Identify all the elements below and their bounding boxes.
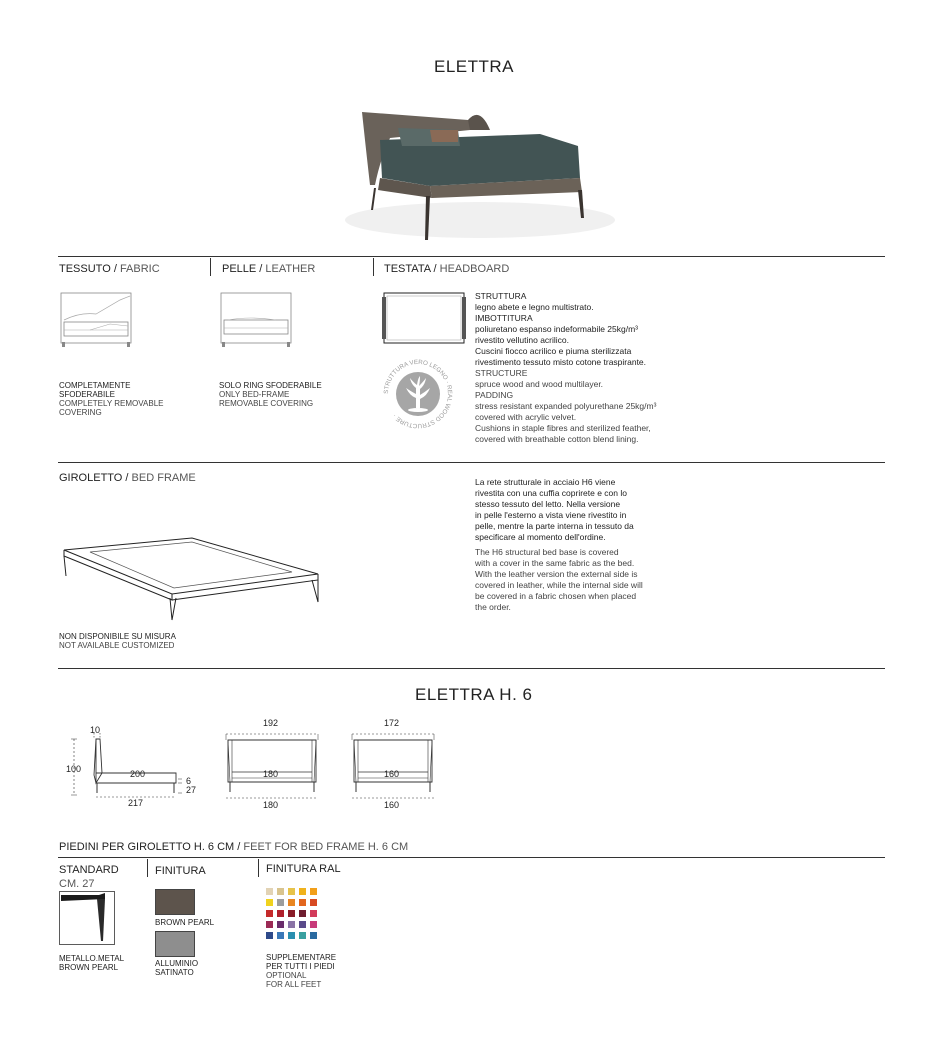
ral-swatch[interactable] <box>266 932 273 939</box>
spec-line: covered with acrylic velvet. <box>475 412 577 422</box>
headboard-specs <box>475 291 705 445</box>
ral-swatch[interactable] <box>277 932 284 939</box>
ral-swatch[interactable] <box>266 888 273 895</box>
spec-line: stress resistant expanded polyurethane 25kg/m³ <box>475 401 657 411</box>
headboard-drawing <box>382 291 466 347</box>
ral-swatch[interactable] <box>266 910 273 917</box>
bedframe-header: GIROLETTO / BED FRAME <box>59 472 196 484</box>
finish-divider <box>258 859 259 877</box>
ral-swatch[interactable] <box>288 888 295 895</box>
front-view-180-drawing <box>222 728 322 808</box>
ral-swatch[interactable] <box>299 910 306 917</box>
ral-swatch[interactable] <box>266 921 273 928</box>
headboard-header: TESTATA / HEADBOARD <box>384 263 510 275</box>
dim-length: 200 <box>130 769 146 779</box>
spec-line: spruce wood and wood multilayer. <box>475 379 604 389</box>
ral-color-grid <box>266 888 326 948</box>
front2-inner: 160 <box>384 769 400 779</box>
dim-h6: 6 <box>186 776 192 786</box>
ral-swatch[interactable] <box>288 899 295 906</box>
dim-h27: 27 <box>186 785 197 795</box>
spec-line: Cuscini fiocco acrilico e piuma sterilizzata <box>475 346 632 356</box>
ral-swatch[interactable] <box>277 899 284 906</box>
dim-total: 217 <box>128 798 144 808</box>
finish-label: FINITURA <box>155 865 206 877</box>
fabric-note: COMPLETAMENTE SFODERABILE COMPLETELY REMOVABLE COVERING <box>59 381 164 417</box>
ral-swatch[interactable] <box>288 910 295 917</box>
bedframe-drawing <box>60 536 322 620</box>
leather-divider <box>373 258 374 276</box>
leather-header: PELLE / LEATHER <box>222 263 316 275</box>
ral-swatch[interactable] <box>299 888 306 895</box>
aluminium-swatch[interactable] <box>155 931 195 957</box>
ral-swatch[interactable] <box>310 910 317 917</box>
real-wood-seal-icon <box>382 358 454 430</box>
spec-line: rivestimento tessuto misto cotone traspirante. <box>475 357 647 367</box>
row3-top-rule <box>58 668 885 669</box>
front-view-160-drawing <box>348 728 438 808</box>
feet-header: PIEDINI PER GIROLETTO H. 6 CM / FEET FOR BED FRAME H. 6 CM <box>59 841 409 853</box>
ral-swatch[interactable] <box>277 910 284 917</box>
standard-label: STANDARD <box>59 864 119 876</box>
standard-divider <box>147 859 148 877</box>
leather-bed-drawing <box>220 292 292 348</box>
ral-swatch[interactable] <box>310 899 317 906</box>
row2-top-rule <box>58 462 885 463</box>
brown-pearl-label: BROWN PEARL <box>155 918 215 927</box>
spec-line: STRUTTURA <box>475 291 527 301</box>
ral-swatch[interactable] <box>266 899 273 906</box>
ral-swatch[interactable] <box>310 932 317 939</box>
standard-size: CM. 27 <box>59 878 95 890</box>
dim-head: 10 <box>90 725 101 735</box>
fabric-bed-drawing <box>60 292 132 348</box>
bedframe-text: La rete strutturale in acciaio H6 viene rivestita con una cuffia coprirete e con lo stesso tessuto del letto. Nella versione in pelle l'esterno a vista viene rivestito in pelle, mentre la parte interna in tessuto da specificare al momento dell'ordine. The H6 structural bed base is covered with a cover in the same fabric as the bed. With the leather version the external side is covered in leather, while the internal side will be covered in a fabric chosen when placed the order. <box>475 477 643 612</box>
ral-swatch[interactable] <box>277 921 284 928</box>
ral-swatch[interactable] <box>310 921 317 928</box>
spec-line: rivestito vellutino acrilico. <box>475 335 570 345</box>
dim-height: 100 <box>66 764 82 774</box>
ral-label: FINITURA RAL <box>266 863 341 875</box>
row4-top-rule <box>58 857 885 858</box>
ral-swatch[interactable] <box>277 888 284 895</box>
front2-bottom: 160 <box>384 800 400 810</box>
standard-note: METALLO.METAL BROWN PEARL <box>59 954 125 972</box>
ral-swatch[interactable] <box>310 888 317 895</box>
ral-swatch[interactable] <box>299 899 306 906</box>
front1-bottom: 180 <box>263 800 279 810</box>
spec-line: poliuretano espanso indeformabile 25kg/m³ <box>475 324 639 334</box>
ral-note: SUPPLEMENTARE PER TUTTI I PIEDI OPTIONAL FOR ALL FEET <box>266 953 337 989</box>
fabric-divider <box>210 258 211 276</box>
spec-line: Cushions in staple fibres and sterilized feather, <box>475 423 651 433</box>
spec-line: covered with breathable cotton blend lining. <box>475 434 639 444</box>
ral-swatch[interactable] <box>299 921 306 928</box>
dimensions-title: ELETTRA H. 6 <box>415 685 533 704</box>
row1-top-rule <box>58 256 885 257</box>
bed-photo <box>340 100 630 245</box>
fabric-header: TESSUTO / FABRIC <box>59 263 160 275</box>
spec-line: legno abete e legno multistrato. <box>475 302 594 312</box>
ral-swatch[interactable] <box>288 932 295 939</box>
spec-line: PADDING <box>475 390 514 400</box>
svg-text:STRUTTURA VERO LEGNO · REAL WO: STRUTTURA VERO LEGNO · REAL WOOD STRUCTURE · <box>382 358 454 430</box>
front2-top: 172 <box>384 718 400 728</box>
page-title: ELETTRA <box>434 57 515 76</box>
bedframe-note: NON DISPONIBILE SU MISURA NOT AVAILABLE CUSTOMIZED <box>59 632 176 650</box>
standard-foot-drawing <box>59 891 115 947</box>
ral-swatch[interactable] <box>288 921 295 928</box>
leather-note: SOLO RING SFODERABILE ONLY BED-FRAME REMOVABLE COVERING <box>219 381 322 408</box>
aluminium-label: ALLUMINIO SATINATO <box>155 959 199 977</box>
front1-inner: 180 <box>263 769 279 779</box>
spec-line: IMBOTTITURA <box>475 313 533 323</box>
spec-line: STRUCTURE <box>475 368 528 378</box>
ral-swatch[interactable] <box>299 932 306 939</box>
brown-pearl-swatch[interactable] <box>155 889 195 915</box>
front1-top: 192 <box>263 718 279 728</box>
